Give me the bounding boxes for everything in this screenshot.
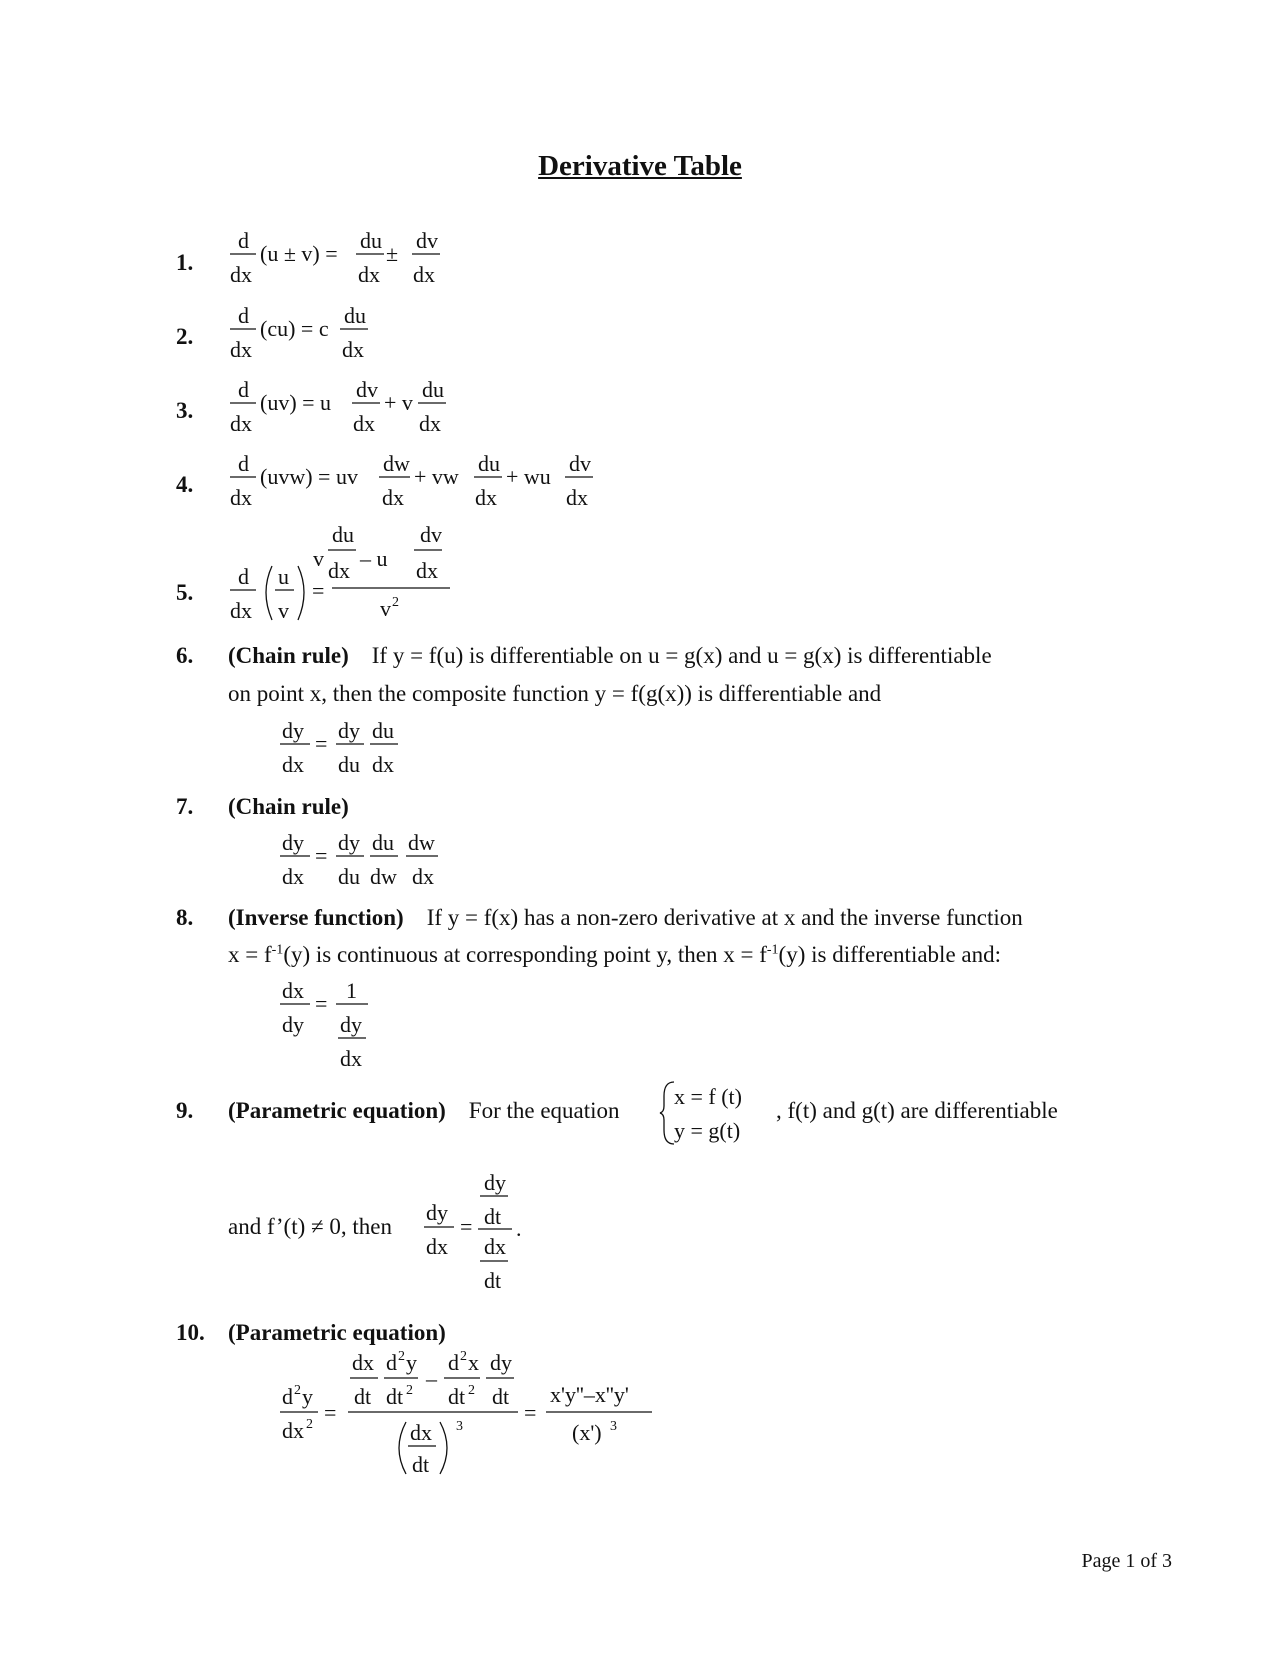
svg-text:dx: dx	[230, 262, 252, 287]
svg-text:x'y''–x''y': x'y''–x''y'	[550, 1382, 629, 1407]
svg-text:dx: dx	[340, 1046, 362, 1071]
svg-text:y: y	[406, 1350, 417, 1375]
svg-text:±: ±	[386, 241, 399, 266]
svg-text:(uvw) = uv: (uvw) = uv	[260, 464, 358, 489]
svg-text:.: .	[516, 1216, 522, 1241]
svg-text:dy: dy	[338, 718, 360, 743]
svg-text:dx: dx	[412, 864, 434, 889]
item-number: 6.	[176, 643, 194, 668]
item-text	[228, 643, 992, 669]
svg-text:– u: – u	[360, 546, 388, 571]
svg-text:dx: dx	[419, 411, 441, 436]
svg-text:2: 2	[392, 595, 399, 610]
svg-text:y = g(t): y = g(t)	[674, 1118, 741, 1143]
svg-text:2: 2	[460, 1349, 467, 1364]
item-text-line: and f’(t) ≠ 0, then	[228, 1214, 392, 1239]
formula-quotient-rule	[228, 522, 468, 628]
svg-text:dt: dt	[412, 1452, 430, 1477]
item-text-line: , f(t) and g(t) are differentiable	[776, 1098, 1058, 1123]
svg-text:2: 2	[406, 1383, 413, 1398]
item-number: 10.	[176, 1320, 205, 1345]
item-label: (Chain rule)	[228, 794, 349, 819]
item-text-line: on point x, then the composite function y = f(g(x)) is differentiable and	[228, 681, 882, 706]
svg-text:d: d	[238, 377, 249, 402]
svg-text:dx: dx	[282, 1418, 304, 1443]
svg-text:dv: dv	[420, 522, 442, 547]
svg-text:dw: dw	[383, 451, 410, 476]
svg-text:d: d	[238, 451, 249, 476]
svg-text:dx: dx	[342, 337, 364, 362]
svg-text:dy: dy	[340, 1012, 362, 1037]
svg-text:v: v	[380, 596, 391, 621]
svg-text:dx: dx	[230, 485, 252, 510]
svg-text:d: d	[238, 303, 249, 328]
svg-text:dx: dx	[475, 485, 497, 510]
svg-text:dx: dx	[416, 558, 438, 583]
svg-text:dy: dy	[282, 718, 304, 743]
svg-text:=: =	[460, 1214, 473, 1239]
formula-second-derivative-parametric	[280, 1350, 680, 1490]
svg-text:du: du	[338, 752, 360, 777]
item-number: 1.	[176, 250, 194, 275]
item-number: 8.	[176, 905, 194, 930]
svg-text:2: 2	[398, 1349, 405, 1364]
item-label: (Inverse function)	[228, 905, 404, 930]
item-number: 9.	[176, 1098, 194, 1123]
svg-text:=: =	[312, 578, 325, 603]
formula-sum-rule	[228, 228, 458, 290]
item-number: 7.	[176, 794, 194, 819]
item-text-line: If y = f(u) is differentiable on u = g(x) and u = g(x) is differentiable	[371, 643, 992, 668]
svg-text:du: du	[338, 864, 360, 889]
formula-inverse-function	[280, 978, 390, 1078]
formula-parametric-derivative	[424, 1170, 534, 1300]
svg-text:dx: dx	[282, 978, 304, 1003]
svg-text:dx: dx	[372, 752, 394, 777]
page-number: Page 1 of 3	[1081, 1550, 1172, 1572]
item-text-line: For the equation	[468, 1098, 620, 1123]
svg-text:dx: dx	[566, 485, 588, 510]
svg-text:=: =	[315, 731, 328, 756]
formula-product-rule	[228, 377, 458, 439]
svg-text:dy: dy	[426, 1200, 448, 1225]
svg-text:dt: dt	[448, 1384, 466, 1409]
formula-constant-multiple	[228, 303, 388, 365]
svg-text:2: 2	[306, 1417, 313, 1432]
svg-text:dx: dx	[353, 411, 375, 436]
svg-text:dx: dx	[484, 1234, 506, 1259]
item-label: (Parametric equation)	[228, 1320, 446, 1345]
svg-text:=: =	[524, 1400, 537, 1425]
svg-text:dy: dy	[282, 830, 304, 855]
item-number: 3.	[176, 398, 194, 423]
svg-text:(u ± v) =: (u ± v) =	[260, 241, 338, 266]
svg-text:2: 2	[294, 1383, 301, 1398]
svg-text:dy: dy	[490, 1350, 512, 1375]
svg-text:d: d	[386, 1350, 397, 1375]
formula-triple-product-rule	[228, 451, 608, 513]
svg-text:dw: dw	[408, 830, 435, 855]
svg-text:du: du	[360, 228, 382, 253]
svg-text:u: u	[278, 564, 289, 589]
svg-text:=: =	[315, 991, 328, 1016]
svg-text:dx: dx	[352, 1350, 374, 1375]
svg-text:dy: dy	[484, 1170, 506, 1195]
svg-text:+ wu: + wu	[506, 464, 551, 489]
item-label: (Parametric equation)	[228, 1098, 446, 1123]
svg-text:+ vw: + vw	[414, 464, 459, 489]
svg-text:dx: dx	[230, 411, 252, 436]
svg-text:=: =	[315, 843, 328, 868]
svg-text:v: v	[313, 546, 324, 571]
svg-text:dt: dt	[484, 1204, 502, 1229]
svg-text:dx: dx	[426, 1234, 448, 1259]
formula-chain-rule-2	[280, 830, 460, 892]
svg-text:3: 3	[456, 1419, 463, 1434]
svg-text:dx: dx	[230, 598, 252, 623]
svg-text:dt: dt	[386, 1384, 404, 1409]
svg-text:dv: dv	[356, 377, 378, 402]
svg-text:d: d	[282, 1384, 293, 1409]
svg-text:dt: dt	[354, 1384, 372, 1409]
item-text-line: If y = f(x) has a non-zero derivative at x and the inverse function	[426, 905, 1023, 930]
svg-text:1: 1	[346, 978, 357, 1003]
svg-text:(x'): (x')	[572, 1420, 602, 1445]
formula-parametric-system	[660, 1078, 770, 1148]
svg-text:dx: dx	[282, 864, 304, 889]
svg-text:du: du	[372, 830, 394, 855]
svg-text:–: –	[426, 1366, 437, 1391]
svg-text:(uv) = u: (uv) = u	[260, 390, 332, 415]
item-number: 4.	[176, 472, 194, 497]
svg-text:=: =	[324, 1400, 337, 1425]
svg-text:d: d	[448, 1350, 459, 1375]
page-title: Derivative Table	[538, 150, 742, 182]
svg-text:3: 3	[610, 1419, 617, 1434]
svg-text:dt: dt	[484, 1268, 502, 1293]
item-text-line: $x = f^{-1}(y)$ is continuous at corresponding point y, then $x = f^{-1}(y)$ is differentiable and:	[228, 942, 1001, 967]
item-text	[228, 905, 1023, 931]
svg-text:y: y	[302, 1384, 313, 1409]
svg-text:du: du	[422, 377, 444, 402]
svg-text:+ v: + v	[384, 390, 413, 415]
item-label: (Chain rule)	[228, 643, 349, 668]
formula-chain-rule-1	[280, 718, 420, 780]
svg-text:du: du	[372, 718, 394, 743]
svg-text:x: x	[468, 1350, 479, 1375]
svg-text:dv: dv	[416, 228, 438, 253]
svg-text:dt: dt	[492, 1384, 510, 1409]
svg-text:du: du	[478, 451, 500, 476]
svg-text:dx: dx	[230, 337, 252, 362]
svg-text:dx: dx	[410, 1420, 432, 1445]
svg-text:x = f (t): x = f (t)	[674, 1084, 742, 1109]
svg-text:du: du	[332, 522, 354, 547]
item-number: 2.	[176, 324, 194, 349]
svg-text:(cu) = c: (cu) = c	[260, 316, 329, 341]
svg-text:dx: dx	[413, 262, 435, 287]
svg-text:dx: dx	[282, 752, 304, 777]
svg-text:2: 2	[468, 1383, 475, 1398]
item-text	[228, 1098, 620, 1124]
svg-text:dw: dw	[370, 864, 397, 889]
svg-text:dy: dy	[282, 1012, 304, 1037]
svg-text:v: v	[278, 598, 289, 623]
item-number: 5.	[176, 580, 194, 605]
svg-text:d: d	[238, 564, 249, 589]
svg-text:dx: dx	[358, 262, 380, 287]
svg-text:dx: dx	[328, 558, 350, 583]
svg-text:dv: dv	[569, 451, 591, 476]
svg-text:d: d	[238, 228, 249, 253]
svg-text:du: du	[344, 303, 366, 328]
svg-text:dx: dx	[382, 485, 404, 510]
svg-text:dy: dy	[338, 830, 360, 855]
